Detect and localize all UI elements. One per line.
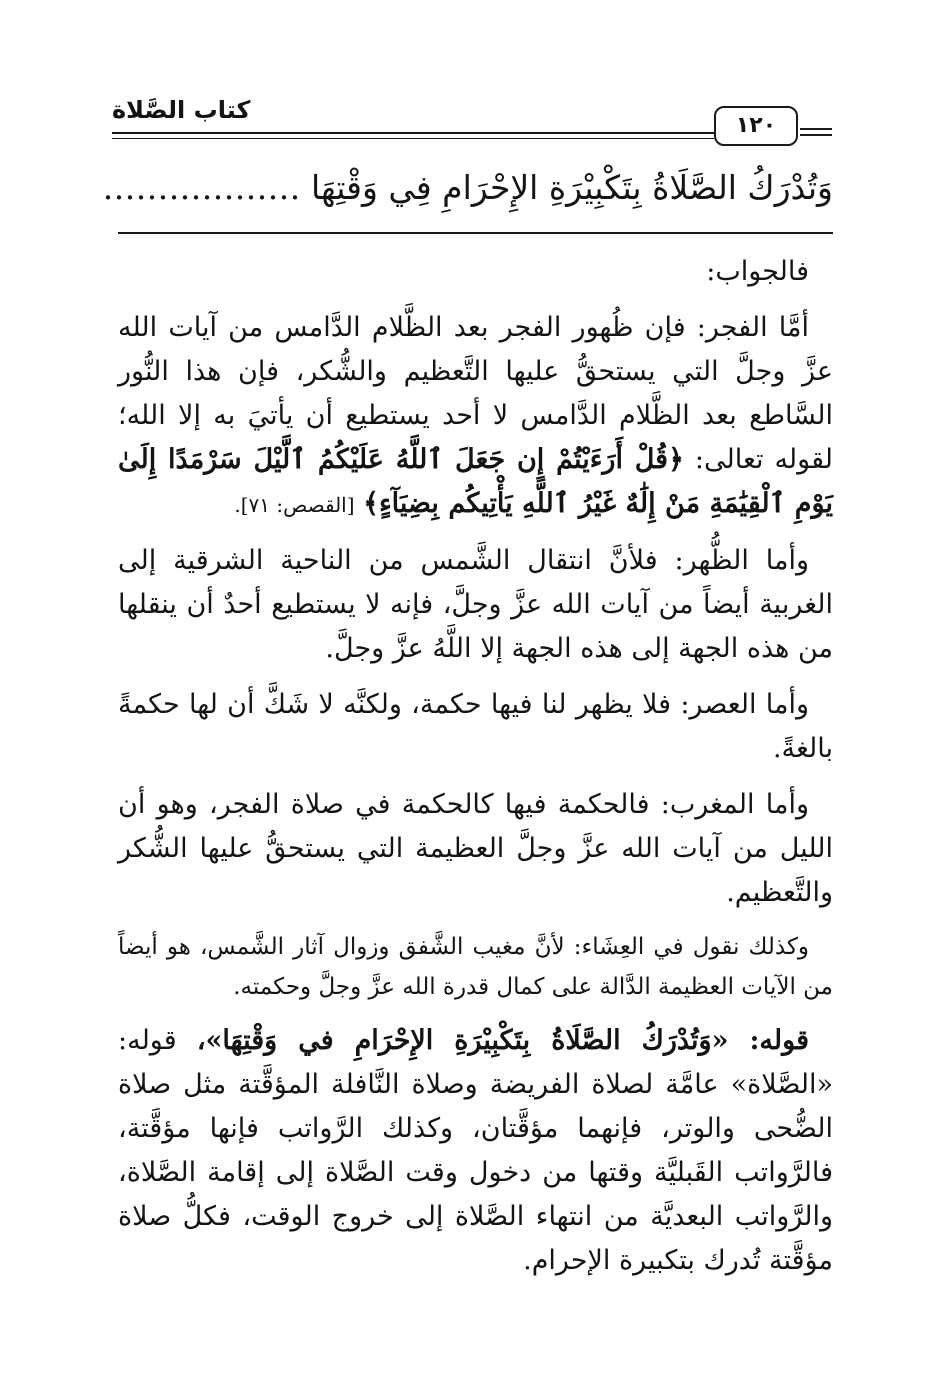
paragraph-isha: وكذلك نقول في العِشَاء: لأنَّ مغيب الشَّفق وزوال آثار الشَّمس، هو أيضاً من الآيات العظيمة الدَّالة على كمال قدرة الله عزَّ وجلَّ وحكمته. <box>118 934 833 1000</box>
header-rule-thin <box>112 138 714 139</box>
paragraph-commentary-quote <box>118 1019 833 1283</box>
commentary-body <box>118 250 833 1295</box>
page-number: ١٢٠ <box>714 106 798 146</box>
page-header <box>112 92 832 152</box>
fajr-text: أمَّا الفجر: فإن ظُهور الفجر بعد الظَّلام الدَّامس من آيات الله عزَّ وجلَّ التي يستحقُّ عليها التَّعظيم والشُّكر، فإن هذا النُّور السَّاطع بعد الظَّلام الدَّامس لا أحد يستطيع أن يأتيَ به إلا الله؛ لقوله تعالى: <box>118 312 833 475</box>
matn-separator <box>118 232 833 234</box>
matn-dots: ……………… <box>102 168 301 207</box>
verse-reference: [القصص: ٧١]. <box>234 493 355 517</box>
header-rule <box>112 132 714 134</box>
matn-text: وَتُدْرَكُ الصَّلَاةُ بِتَكْبِيْرَةِ الإِحْرَامِ فِي وَقْتِهَا <box>310 168 833 207</box>
matn-line <box>102 168 833 207</box>
paragraph-answer-intro: فالجواب: <box>706 256 809 287</box>
paragraph-dhuhr: وأما الظُّهر: فلأنَّ انتقال الشَّمس من الناحية الشرقية إلى الغربية أيضاً من آيات الله عزَّ وجلَّ، فإنه لا يستطيع أحدٌ أن ينقلها من هذه الجهة إلى هذه الجهة إلا اللَّهُ عزَّ وجلَّ. <box>118 545 833 664</box>
paragraph-maghrib: وأما المغرب: فالحكمة فيها كالحكمة في صلاة الفجر، وهو أن الليل من آيات الله عزَّ وجلَّ العظيمة التي يستحقُّ عليها الشُّكر والتَّعظيم. <box>118 789 833 908</box>
paragraph-fajr <box>118 306 833 527</box>
commentary-text: قوله: «الصَّلاة» عامَّة لصلاة الفريضة وصلاة النَّافلة المؤقَّتة مثل صلاة الضُّحى والوتر، فإنهما مؤقَّتان، وكذلك الرَّواتب فإنها مؤقَّتة، فالرَّواتب القَبليَّة وقتها من دخول وقت الصَّلاة إلى إقامة الصَّلاة، والرَّواتب البعديَّة من انتهاء الصَّلاة إلى خروج الوقت، فكلُّ صلاة مؤقَّتة تُدرك بتكبيرة الإحرام. <box>118 1025 833 1276</box>
header-ornament <box>800 128 832 140</box>
running-head-book-title: كتاب الصَّلاة <box>112 96 251 124</box>
paragraph-asr: وأما العصر: فلا يظهر لنا فيها حكمة، ولكنَّه لا شَكَّ أن لها حكمةً بالغةً. <box>118 689 833 764</box>
quoted-matn: قوله: «وَتُدْرَكُ الصَّلَاةُ بِتَكْبِيْرَةِ الإِحْرَامِ في وَقْتِهَا»، <box>196 1025 809 1056</box>
quran-verse: ﴿قُلْ أَرَءَيْتُمْ إِن جَعَلَ ٱللَّهُ عَلَيْكُمُ ٱلَّيْلَ سَرْمَدًا إِلَىٰ يَوْمِ ٱلْقِيَٰمَةِ مَنْ إِلَٰهٌ غَيْرُ ٱللَّهِ يَأْتِيكُم بِضِيَآءٍ﴾ <box>118 444 833 519</box>
